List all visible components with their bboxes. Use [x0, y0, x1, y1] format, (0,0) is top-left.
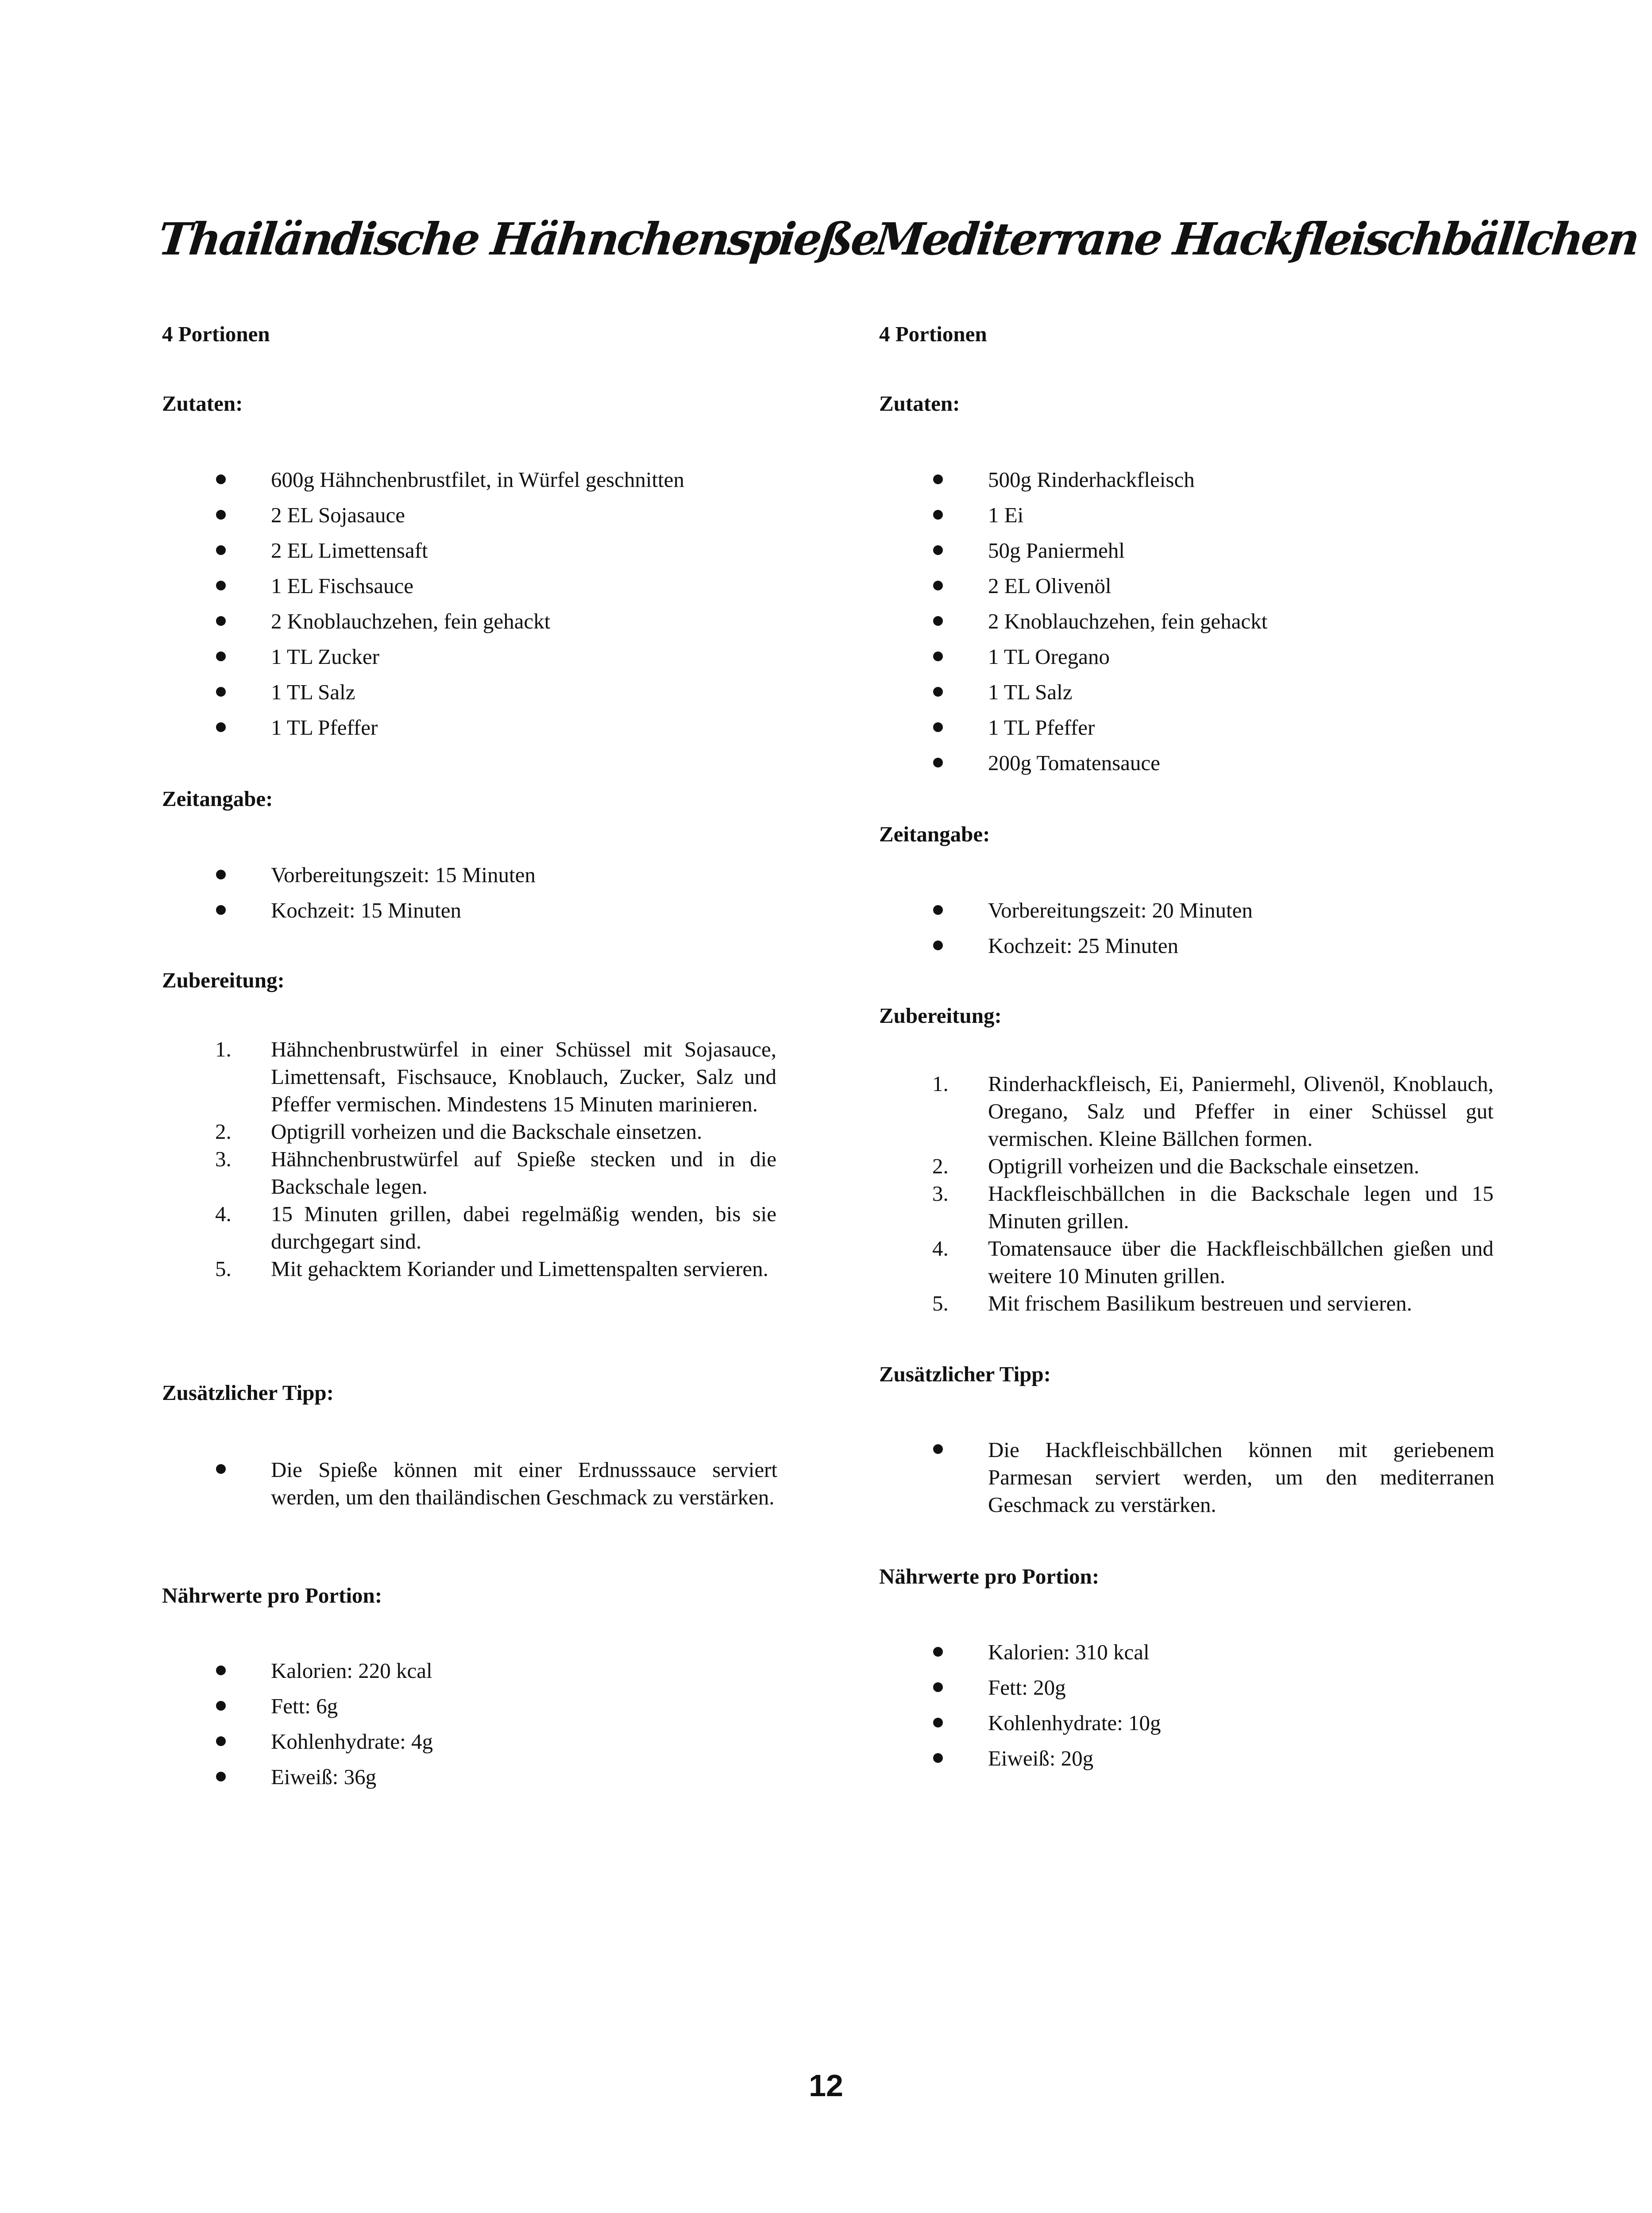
list-item: 1 Ei [879, 497, 1499, 533]
bullet-icon [216, 545, 226, 555]
list-item: 1 TL Oregano [879, 639, 1499, 675]
step-item: 5. Mit frischem Basilikum bestreuen und servieren. [932, 1291, 1412, 1315]
nutrition-list [162, 1653, 782, 1795]
bullet-icon [933, 474, 943, 484]
nutrition-list [879, 1635, 1499, 1776]
ingredients-heading: Zutaten: [162, 391, 243, 416]
time-heading: Zeitangabe: [162, 787, 273, 811]
ingredients-list [162, 462, 782, 745]
portions-label: 4 Portionen [879, 322, 987, 346]
list-item: Kalorien: 310 kcal [879, 1635, 1499, 1670]
list-item: 1 TL Pfeffer [879, 710, 1499, 745]
bullet-icon [933, 1444, 943, 1454]
bullet-icon [216, 510, 226, 520]
recipe-title: Thailändische Hähnchenspieße [155, 213, 880, 265]
tip-heading: Zusätzlicher Tipp: [879, 1362, 1051, 1386]
bullet-icon [933, 758, 943, 767]
nutrition-heading: Nährwerte pro Portion: [162, 1583, 382, 1608]
list-item: Vorbereitungszeit: 15 Minuten [162, 857, 782, 893]
list-item: 200g Tomatensauce [879, 745, 1499, 781]
list-item: Die Hackfleischbällchen können mit geriebenem Parmesan serviert werden, um den mediterranen Geschmack zu verstärken. [879, 1436, 1499, 1519]
list-item: Kochzeit: 15 Minuten [162, 893, 782, 928]
list-item: Fett: 20g [879, 1670, 1499, 1705]
bullet-icon [216, 1666, 226, 1675]
list-item: 2 EL Limettensaft [162, 533, 782, 568]
step-item: 3. Hähnchenbrustwürfel auf Spieße stecken und in die Backschale legen. [215, 1147, 776, 1199]
bullet-icon [216, 905, 226, 915]
list-item: 2 EL Sojasauce [162, 497, 782, 533]
list-item: 1 EL Fischsauce [162, 568, 782, 604]
bullet-icon [216, 1772, 226, 1781]
bullet-icon [933, 581, 943, 590]
bullet-icon [216, 616, 226, 626]
bullet-icon [933, 941, 943, 950]
list-item: Fett: 6g [162, 1689, 782, 1724]
list-item: Kohlenhydrate: 10g [879, 1705, 1499, 1741]
list-item: 2 Knoblauchzehen, fein gehackt [162, 604, 782, 639]
time-list [879, 893, 1499, 964]
nutrition-heading: Nährwerte pro Portion: [879, 1564, 1100, 1588]
bullet-icon [933, 1753, 943, 1763]
bullet-icon [933, 510, 943, 520]
bullet-icon [216, 1464, 226, 1474]
list-item: Eiweiß: 20g [879, 1741, 1499, 1776]
step-item: 4. 15 Minuten grillen, dabei regelmäßig wenden, bis sie durchgegart sind. [215, 1202, 776, 1253]
tip-list [879, 1436, 1499, 1519]
bullet-icon [216, 722, 226, 732]
bullet-icon [933, 722, 943, 732]
bullet-icon [216, 1736, 226, 1746]
list-item: Kohlenhydrate: 4g [162, 1724, 782, 1759]
preparation-steps [879, 1070, 1499, 1317]
time-list [162, 857, 782, 928]
recipe-title: Mediterrane Hackfleischbällchen [872, 213, 1640, 265]
list-item: Die Spieße können mit einer Erdnusssauce serviert werden, um den thailändischen Geschmack zu verstärken. [162, 1456, 782, 1511]
bullet-icon [933, 1682, 943, 1692]
list-item: 500g Rinderhackfleisch [879, 462, 1499, 497]
list-item: 1 TL Salz [162, 675, 782, 710]
preparation-heading: Zubereitung: [879, 1003, 1002, 1028]
bullet-icon [933, 616, 943, 626]
list-item: 600g Hähnchenbrustfilet, in Würfel geschnitten [162, 462, 782, 497]
bullet-icon [216, 474, 226, 484]
bullet-icon [216, 581, 226, 590]
bullet-icon [216, 1701, 226, 1711]
bullet-icon [216, 687, 226, 697]
preparation-steps [162, 1036, 782, 1283]
bullet-icon [933, 545, 943, 555]
page-number: 12 [809, 2068, 843, 2103]
list-item: 1 TL Pfeffer [162, 710, 782, 745]
list-item: Kalorien: 220 kcal [162, 1653, 782, 1689]
ingredients-heading: Zutaten: [879, 391, 960, 416]
list-item: Kochzeit: 25 Minuten [879, 928, 1499, 964]
list-item: 1 TL Salz [879, 675, 1499, 710]
tip-heading: Zusätzlicher Tipp: [162, 1380, 334, 1405]
step-item: 1. Rinderhackfleisch, Ei, Paniermehl, Olivenöl, Knoblauch, Oregano, Salz und Pfeffer in einer Schüssel gut vermischen. Kleine Bällchen formen. [932, 1072, 1494, 1151]
bullet-icon [216, 652, 226, 661]
step-item: 3. Hackfleischbällchen in die Backschale legen und 15 Minuten grillen. [932, 1181, 1494, 1233]
step-item: 1. Hähnchenbrustwürfel in einer Schüssel mit Sojasauce, Limettensaft, Fischsauce, Knoblauch, Zucker, Salz und Pfeffer vermischen. Mindestens 15 Minuten marinieren. [215, 1037, 776, 1116]
list-item: 2 Knoblauchzehen, fein gehackt [879, 604, 1499, 639]
bullet-icon [933, 905, 943, 915]
list-item: 50g Paniermehl [879, 533, 1499, 568]
list-item: 1 TL Zucker [162, 639, 782, 675]
step-item: 2. Optigrill vorheizen und die Backschale einsetzen. [215, 1119, 702, 1144]
bullet-icon [216, 870, 226, 879]
step-item: 2. Optigrill vorheizen und die Backschale einsetzen. [932, 1154, 1420, 1178]
step-item: 5. Mit gehacktem Koriander und Limettenspalten servieren. [215, 1257, 768, 1281]
bullet-icon [933, 687, 943, 697]
list-item: Vorbereitungszeit: 20 Minuten [879, 893, 1499, 928]
portions-label: 4 Portionen [162, 322, 270, 346]
tip-list [162, 1456, 782, 1511]
bullet-icon [933, 1718, 943, 1727]
bullet-icon [933, 1647, 943, 1657]
preparation-heading: Zubereitung: [162, 968, 285, 992]
list-item: 2 EL Olivenöl [879, 568, 1499, 604]
time-heading: Zeitangabe: [879, 822, 990, 846]
bullet-icon [933, 652, 943, 661]
step-item: 4. Tomatensauce über die Hackfleischbällchen gießen und weitere 10 Minuten grillen. [932, 1236, 1494, 1288]
list-item: Eiweiß: 36g [162, 1759, 782, 1795]
ingredients-list [879, 462, 1499, 781]
